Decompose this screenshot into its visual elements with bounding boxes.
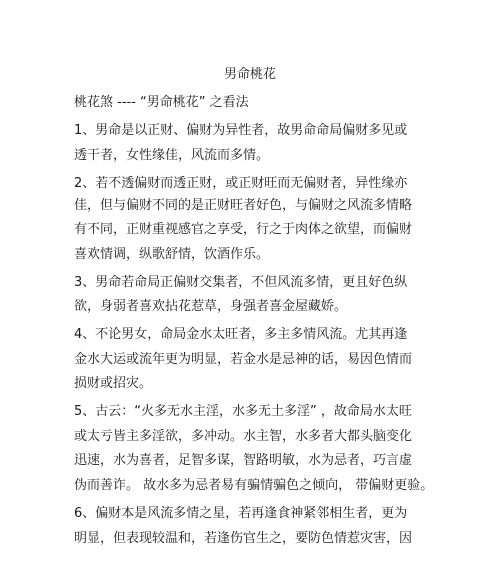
text-line: 4、不论男女，命局金水太旺者，多主多情风流。尤其再逢 <box>74 327 408 342</box>
text-line: 有不同，正财重视感官之享受，行之于肉体之欲望，而偏财 <box>74 222 413 237</box>
text-line: 6、偏财本是风流多情之星，若再逢食神紧邻相生者，更为 <box>74 506 408 521</box>
text-line: 2、若不透偏财而透正财，或正财旺而无偏财者，异性缘亦 <box>74 176 408 191</box>
document-heading: 桃花煞 ---- “男命桃花” 之看法 <box>74 95 249 110</box>
text-line: 喜欢情调，纵歌舒情，饮酒作乐。 <box>74 247 270 262</box>
document-title: 男命桃花 <box>223 67 276 82</box>
text-line: 明显，但表现较温和，若逢伤官生之，要防色情惹灾害，因 <box>74 531 413 546</box>
text-line: 或太亏皆主多淫欲，多冲动。水主智，水多者大都头脑变化 <box>74 429 413 444</box>
text-line: 1、男命是以正财、偏财为异性者，故男命命局偏财多见或 <box>74 123 408 138</box>
text-line: 金水大运或流年更为明显，若金水是忌神的话，易因色情而 <box>74 352 413 367</box>
text-line: 迅速，水为喜者，足智多谋，智路明敏，水为忌者，巧言虚 <box>74 453 413 468</box>
text-line: 损财或招灾。 <box>74 376 153 391</box>
text-line: 佳，但与偏财不同的是正财旺者好色，与偏财之风流多情略 <box>74 198 413 213</box>
text-line: 透干者，女性缘佳，风流而多情。 <box>74 148 270 163</box>
text-line: 5、古云：“火多无水主淫，水多无土多淫” ，故命局水太旺 <box>74 404 412 419</box>
text-line: 欲，身弱者喜欢拈花惹草，身强者喜金屋藏娇。 <box>74 299 348 314</box>
text-line: 伪而善诈。 故水多为忌者易有骗情骗色之倾向， 带偏财更验。 <box>74 478 434 493</box>
text-line: 3、男命若命局正偏财交集者，不但风流多情，更且好色纵 <box>74 275 408 290</box>
